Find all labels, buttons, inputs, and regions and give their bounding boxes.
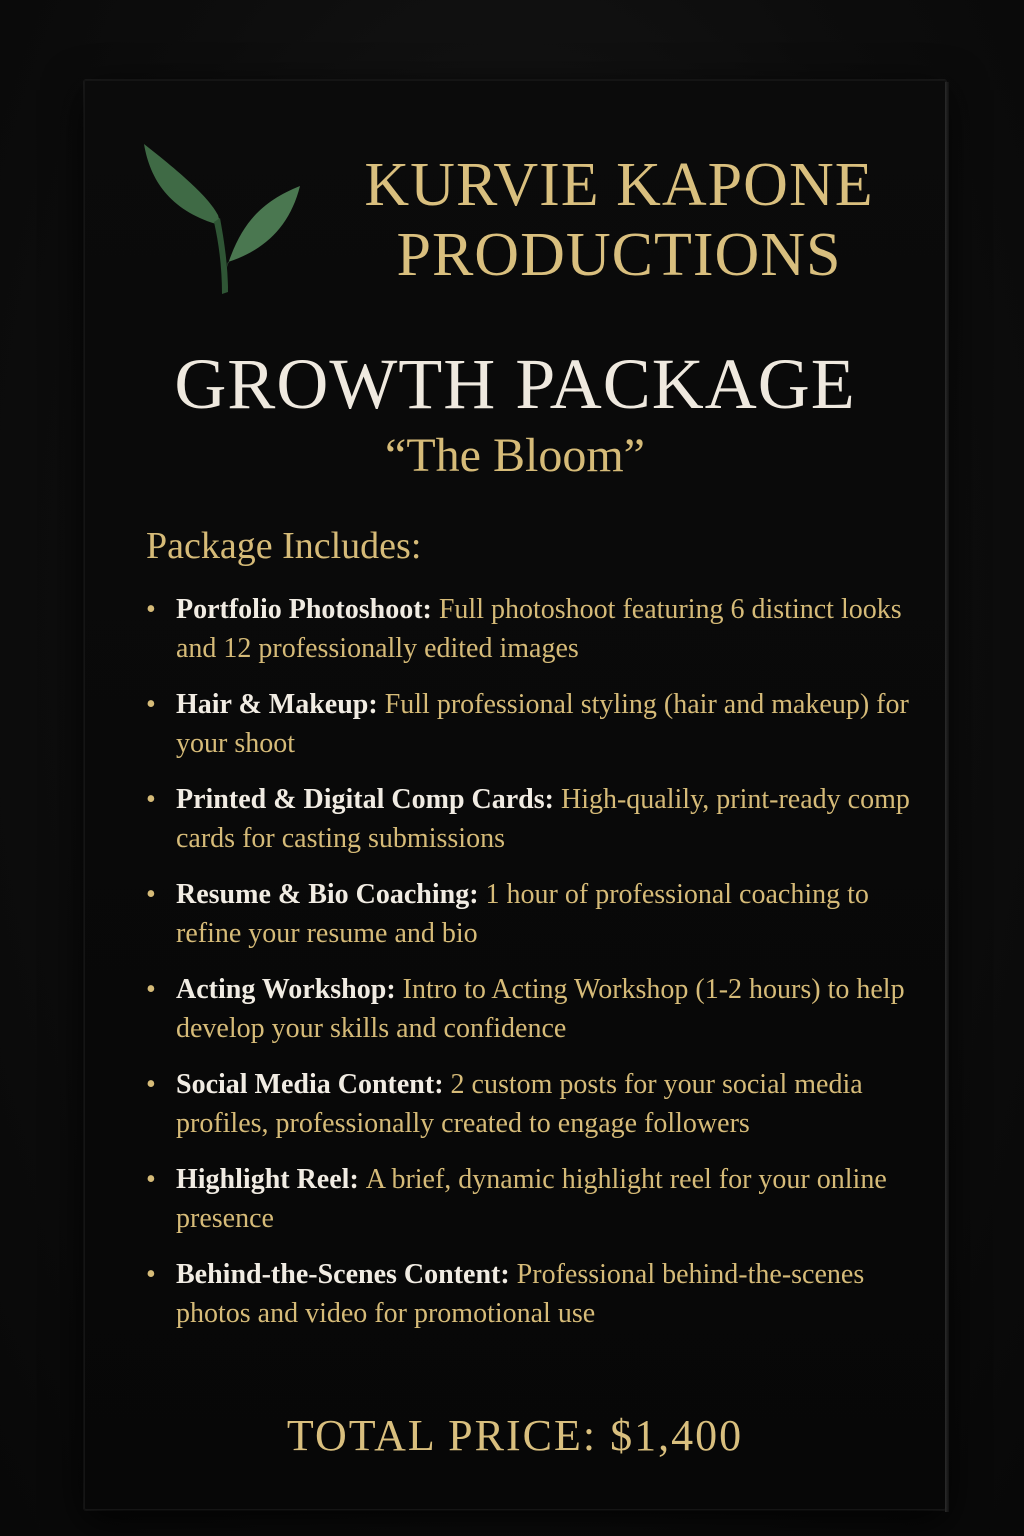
includes-heading: Package Includes: [146,525,422,567]
item-name: Behind-the-Scenes Content: [176,1259,517,1290]
item-description: Intro to Acting Workshop (1-2 hours) to help develop your skills and confidence [176,974,905,1044]
price-card [84,80,946,1510]
list-item [140,780,920,858]
bullet-icon: • [146,879,156,910]
brand-name [314,150,924,290]
item-description: Full professional styling (hair and makeup) for your shoot [176,689,909,759]
total-price: TOTAL PRICE: $1,400 [286,1411,744,1460]
list-item [140,875,920,953]
item-description: High-qualily, print-ready comp cards for casting submissions [176,784,910,854]
item-name: Portfolio Photoshoot: [176,594,439,625]
bullet-icon: • [146,784,156,815]
item-name: Acting Workshop: [176,974,403,1005]
bullet-icon: • [146,1164,156,1195]
package-title: GROWTH PACKAGE [174,344,856,424]
list-item [140,1065,920,1143]
list-item [140,1160,920,1238]
item-description: Full photoshoot featuring 6 distinct looks and 12 professionally edited images [176,594,902,664]
item-name: Resume & Bio Coaching: [176,879,486,910]
list-item [140,685,920,763]
list-item [140,590,920,668]
bullet-icon: • [146,1069,156,1100]
item-name: Highlight Reel: [176,1164,366,1195]
list-item [140,970,920,1048]
bullet-icon: • [146,974,156,1005]
list-item [140,1255,920,1333]
item-description: Professional behind-the-scenes photos and video for promotional use [176,1259,865,1329]
item-name: Social Media Content: [176,1069,451,1100]
item-description: 1 hour of professional coaching to refine your resume and bio [176,879,869,949]
item-name: Printed & Digital Comp Cards: [176,784,561,815]
bullet-icon: • [146,1259,156,1290]
package-subtitle: “The Bloom” [385,429,645,482]
item-description: 2 custom posts for your social media profiles, professionally created to engage followers [176,1069,863,1139]
includes-list [140,590,920,1350]
brand-line-1: KURVIE KAPONE [364,151,874,219]
brand-line-2: PRODUCTIONS [396,221,842,289]
item-description: A brief, dynamic highlight reel for your online presence [176,1164,887,1234]
leaf-sprout-icon [140,140,304,296]
item-name: Hair & Makeup: [176,689,385,720]
bullet-icon: • [146,689,156,720]
bullet-icon: • [146,594,156,625]
